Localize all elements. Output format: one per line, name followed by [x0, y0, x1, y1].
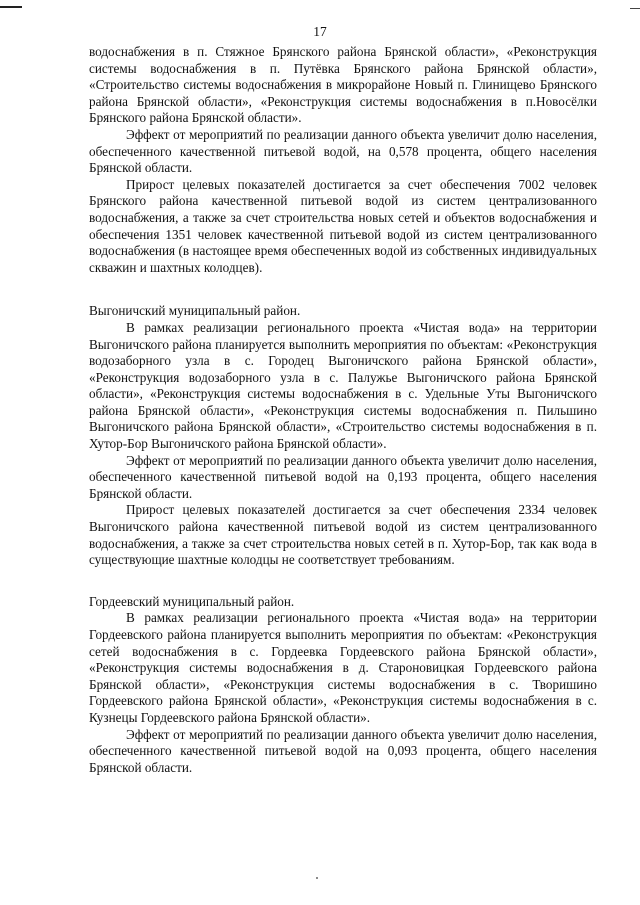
paragraph-effect-bryansk: Эффект от мероприятий по реализации данного объекта увеличит долю населения, обеспеченного качественной питьевой водой, на 0,578 процента, общего населения Брянской области. [89, 126, 597, 176]
paragraph-effect-vygonichi: Эффект от мероприятий по реализации данного объекта увеличит долю населения, обеспеченного качественной питьевой водой на 0,193 процента, общего населения Брянской области. [89, 452, 597, 501]
paragraph-growth-bryansk: Прирост целевых показателей достигается за счет обеспечения 7002 человек Брянского района качественной питьевой водой из систем централизованного водоснабжения, а также за счет строительства новых сетей и объектов водоснабжения и обеспечения 1351 человек качественной питьевой водой из систем централизованного водоснабжения (в настоящее время обеспеченных водой из собственных индивидуальных скважин и шахтных колодцев). [89, 176, 597, 275]
document-body [89, 44, 597, 776]
paragraph-continuation: водоснабжения в п. Стяжное Брянского района Брянской области», «Реконструкция системы водоснабжения в п. Путёвка Брянского района Брянской области», «Строительство системы водоснабжения в микрорайоне Новый п. Глинищево Брянского района Брянской области», «Реконструкция системы водоснабжения в п.Новосёлки Брянского района Брянской области». [89, 44, 597, 126]
top-left-rule [0, 6, 22, 8]
scan-speck [316, 877, 318, 879]
paragraph-projects-gordeevka: В рамках реализации регионального проекта «Чистая вода» на территории Гордеевского района планируется выполнить мероприятия по объектам: «Реконструкция сетей водоснабжения в с. Гордеевка Гордеевского района Брянской области», «Реконструкция системы водоснабжения в д. Староновицкая Гордеевского района Брянской области», «Реконструкция системы водоснабжения в с. Творишино Гордеевского района Брянской области», «Реконструкция системы водоснабжения в с. Кузнецы Гордеевского района Брянской области». [89, 610, 597, 725]
top-right-rule [630, 8, 640, 9]
section-heading-vygonichi: Выгоничский муниципальный район. [89, 303, 301, 319]
page-number: 17 [313, 24, 327, 39]
paragraph-effect-gordeevka: Эффект от мероприятий по реализации данного объекта увеличит долю населения, обеспеченного качественной питьевой водой на 0,093 процента, общего населения Брянской области. [89, 726, 597, 775]
paragraph-growth-vygonichi: Прирост целевых показателей достигается за счет обеспечения 2334 человек Выгоничского района качественной питьевой водой из систем централизованного водоснабжения, а также за счет строительства новых сетей в п. Хутор-Бор, так как вода в существующие шахтные колодцы не соответствует требованиям. [89, 502, 597, 568]
paragraph-projects-vygonichi: В рамках реализации регионального проекта «Чистая вода» на территории Выгоничского района планируется выполнить мероприятия по объектам: «Реконструкция водозаборного узла в с. Городец Выгоничского района Брянской области», «Реконструкция водозаборного узла в с. Палужье Выгоничского района Брянской области», «Реконструкция системы водоснабжения в с. Удельные Уты Выгоничского района Брянской области», «Реконструкция системы водоснабжения п. Пильшино Выгоничского района Брянской области», «Строительство системы водоснабжения в п. Хутор-Бор Выгоничского района Брянской области». [89, 319, 597, 452]
section-heading-gordeevka: Гордеевский муниципальный район. [89, 593, 295, 609]
